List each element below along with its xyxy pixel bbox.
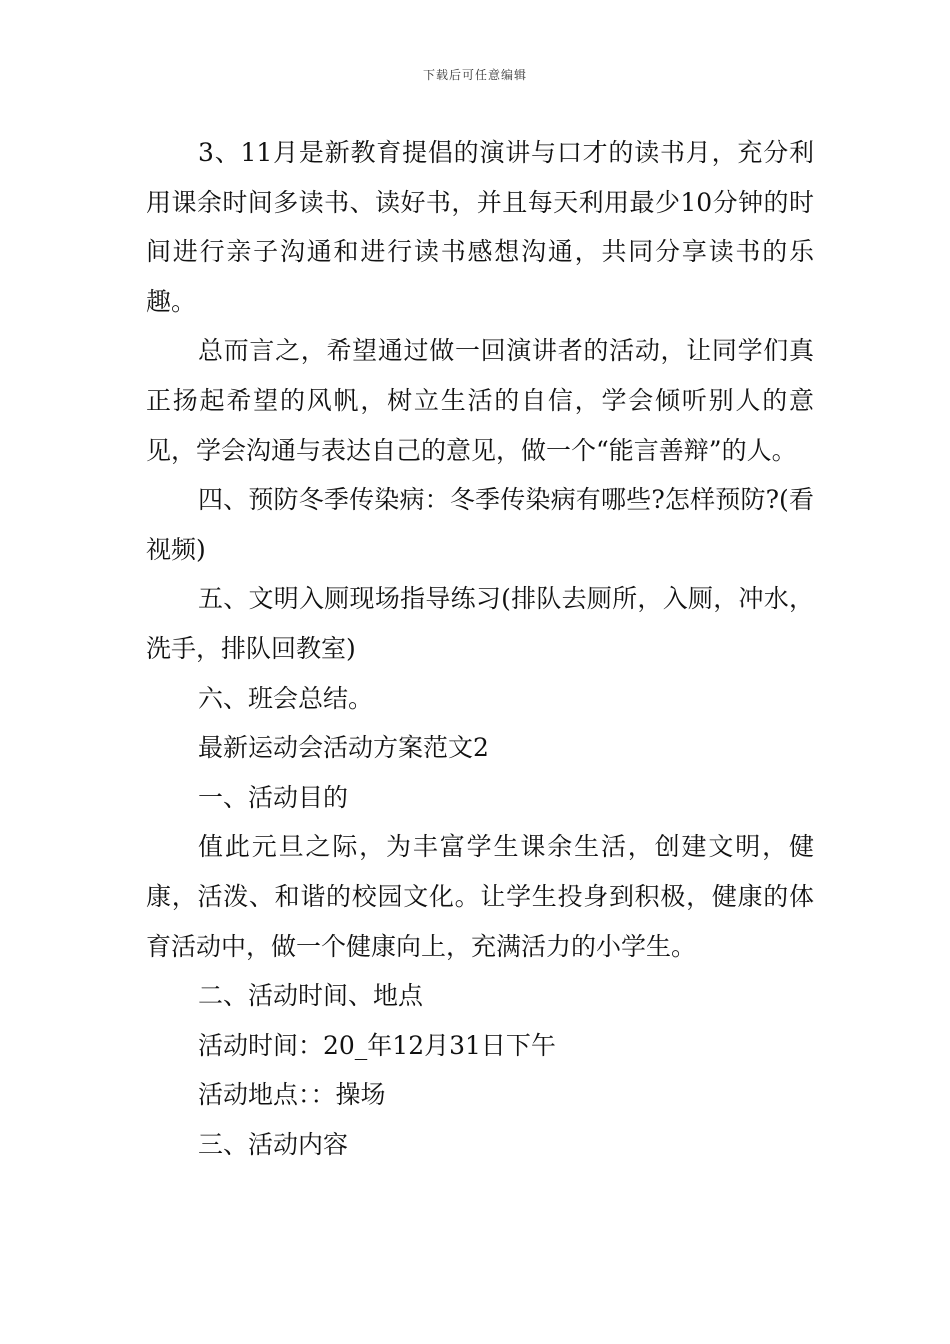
heading-activity-purpose: 一、活动目的 xyxy=(198,782,349,812)
heading-time-location: 二、活动时间、地点 xyxy=(198,981,424,1011)
paragraph-section-five: 五、文明入厕现场指导练习(排队去厕所，入厕，冲水，洗手，排队回教室) xyxy=(146,584,814,663)
heading-activity-content: 三、活动内容 xyxy=(198,1129,349,1159)
paragraph-activity-purpose: 值此元旦之际，为丰富学生课余生活，创建文明，健康，活泼、和谐的校园文化。让学生投身到积极，健康的体育活动中，做一个健康向上，充满活力的小学生。 xyxy=(146,832,814,961)
activity-location-line: 活动地点：：操场 xyxy=(198,1080,386,1110)
page-header: 下载后可任意编辑 xyxy=(422,68,527,82)
document-body xyxy=(146,128,814,1169)
paragraph-section-four: 四、预防冬季传染病：冬季传染病有哪些?怎样预防?(看视频) xyxy=(146,485,814,564)
document-title-2: 最新运动会活动方案范文2 xyxy=(198,733,489,763)
activity-time-line: 活动时间：20_年12月31日下午 xyxy=(198,1030,556,1060)
paragraph-section-six: 六、班会总结。 xyxy=(198,683,374,713)
paragraph-reading-month: 3、11月是新教育提倡的演讲与口才的读书月，充分利用课余时间多读书、读好书，并且每天利用最少10分钟的时间进行亲子沟通和进行读书感想沟通，共同分享读书的乐趣。 xyxy=(146,138,814,316)
paragraph-summary: 总而言之，希望通过做一回演讲者的活动，让同学们真正扬起希望的风帆，树立生活的自信，学会倾听别人的意见，学会沟通与表达自己的意见，做一个“能言善辩”的人。 xyxy=(146,336,814,465)
